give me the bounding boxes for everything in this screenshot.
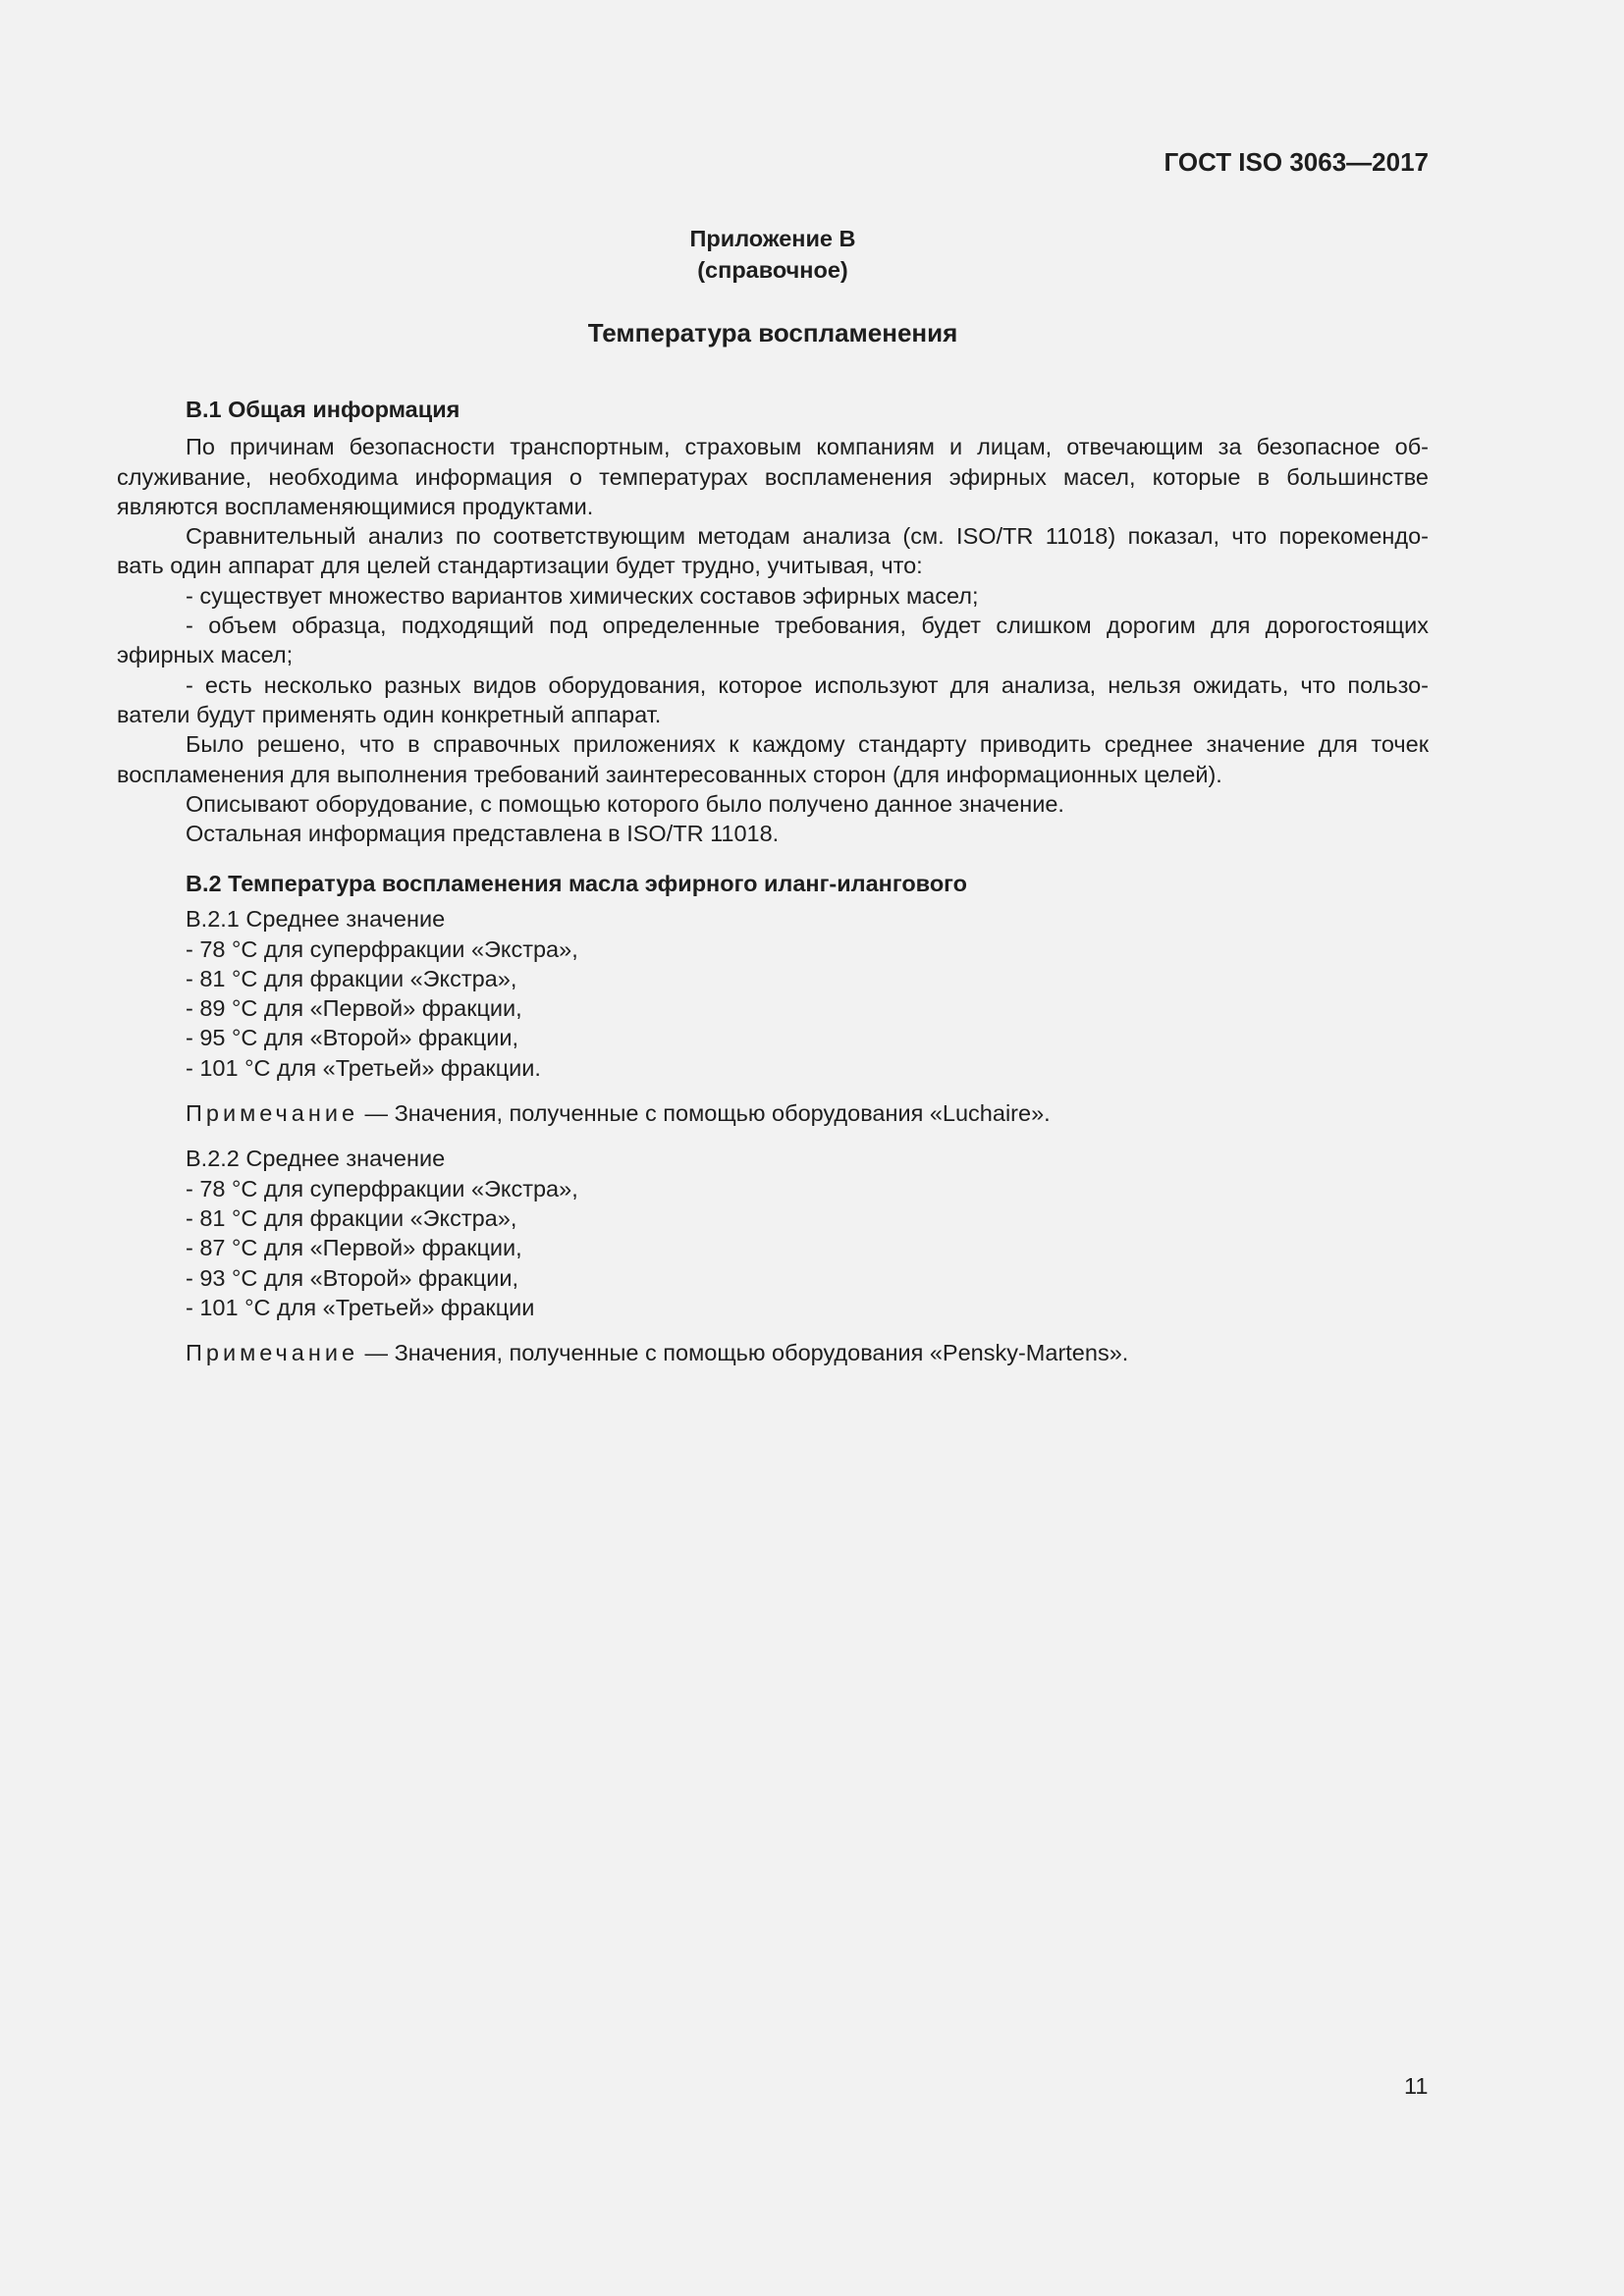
- list-item: - 101 °С для «Третьей» фракции.: [186, 1054, 541, 1081]
- note-text: — Значения, полученные с помощью оборудования «Luchaire».: [358, 1100, 1051, 1127]
- text-line: Было решено, что в справочных приложениях к каждому стандарту приводить среднее значение для точек: [186, 731, 1429, 758]
- text-line: Остальная информация представлена в ISO/TR 11018.: [186, 821, 780, 847]
- list-item: - объем образца, подходящий под определенные требования, будет слишком дорогим для дорогостоящих: [186, 613, 1429, 639]
- annex-title: Приложение В: [689, 226, 856, 251]
- subsection-title: В.2.2 Среднее значение: [186, 1146, 446, 1172]
- list-item: - 78 °С для суперфракции «Экстра»,: [186, 1175, 578, 1201]
- text-line: служивание, необходима информация о температурах воспламенения эфирных масел, которые в большинстве: [117, 463, 1429, 490]
- list-item: - существует множество вариантов химических составов эфирных масел;: [186, 582, 979, 609]
- list-item: - 81 °С для фракции «Экстра»,: [186, 1204, 517, 1231]
- text-line: Описывают оборудование, с помощью которого было получено данное значение.: [186, 790, 1064, 817]
- annex-kind: (справочное): [697, 257, 848, 283]
- list-item: - 101 °С для «Третьей» фракции: [186, 1294, 535, 1320]
- section-heading: В.2 Температура воспламенения масла эфирного иланг-илангового: [186, 871, 968, 896]
- text-line: Сравнительный анализ по соответствующим методам анализа (см. ISO/TR 11018) показал, что порекомендо-: [186, 523, 1429, 550]
- subsection-title: В.2.1 Среднее значение: [186, 906, 446, 933]
- note: [186, 1338, 1429, 1367]
- section-b1: [117, 395, 1429, 848]
- annex-heading: Температура воспламенения: [587, 318, 958, 347]
- text-line: По причинам безопасности транспортным, страховым компаниям и лицам, отвечающим за безопасное об-: [186, 434, 1429, 460]
- text-line: ватели будут применять один конкретный аппарат.: [117, 701, 662, 727]
- section-b2: [117, 869, 1429, 1367]
- list-item: - 87 °С для «Первой» фракции,: [186, 1235, 522, 1261]
- list-item: - есть несколько разных видов оборудования, которое используют для анализа, нельзя ожидать, что пользо-: [186, 671, 1429, 698]
- note: [186, 1098, 1429, 1128]
- list-item: - 78 °С для суперфракции «Экстра»,: [186, 935, 578, 962]
- subsection-b2-2: [117, 1144, 1429, 1367]
- list-item: - 95 °С для «Второй» фракции,: [186, 1025, 518, 1051]
- text-line: эфирных масел;: [117, 642, 294, 668]
- note-label: Примечание: [186, 1340, 359, 1366]
- document-code: ГОСТ ISO 3063—2017: [1164, 147, 1429, 177]
- note-label: Примечание: [186, 1100, 359, 1127]
- text-line: воспламенения для выполнения требований заинтересованных сторон (для информационных целей).: [117, 761, 1222, 787]
- subsection-b2-1: [117, 904, 1429, 1128]
- section-heading: В.1 Общая информация: [186, 397, 460, 422]
- page-number: 11: [1404, 2073, 1429, 2099]
- text-line: являются воспламеняющимися продуктами.: [117, 493, 594, 519]
- list-item: - 81 °С для фракции «Экстра»,: [186, 965, 517, 991]
- list-item: - 93 °С для «Второй» фракции,: [186, 1264, 518, 1291]
- note-text: — Значения, полученные с помощью оборудования «Pensky-Martens».: [358, 1340, 1129, 1366]
- text-line: вать один аппарат для целей стандартизации будет трудно, учитывая, что:: [117, 553, 923, 579]
- list-item: - 89 °С для «Первой» фракции,: [186, 995, 522, 1022]
